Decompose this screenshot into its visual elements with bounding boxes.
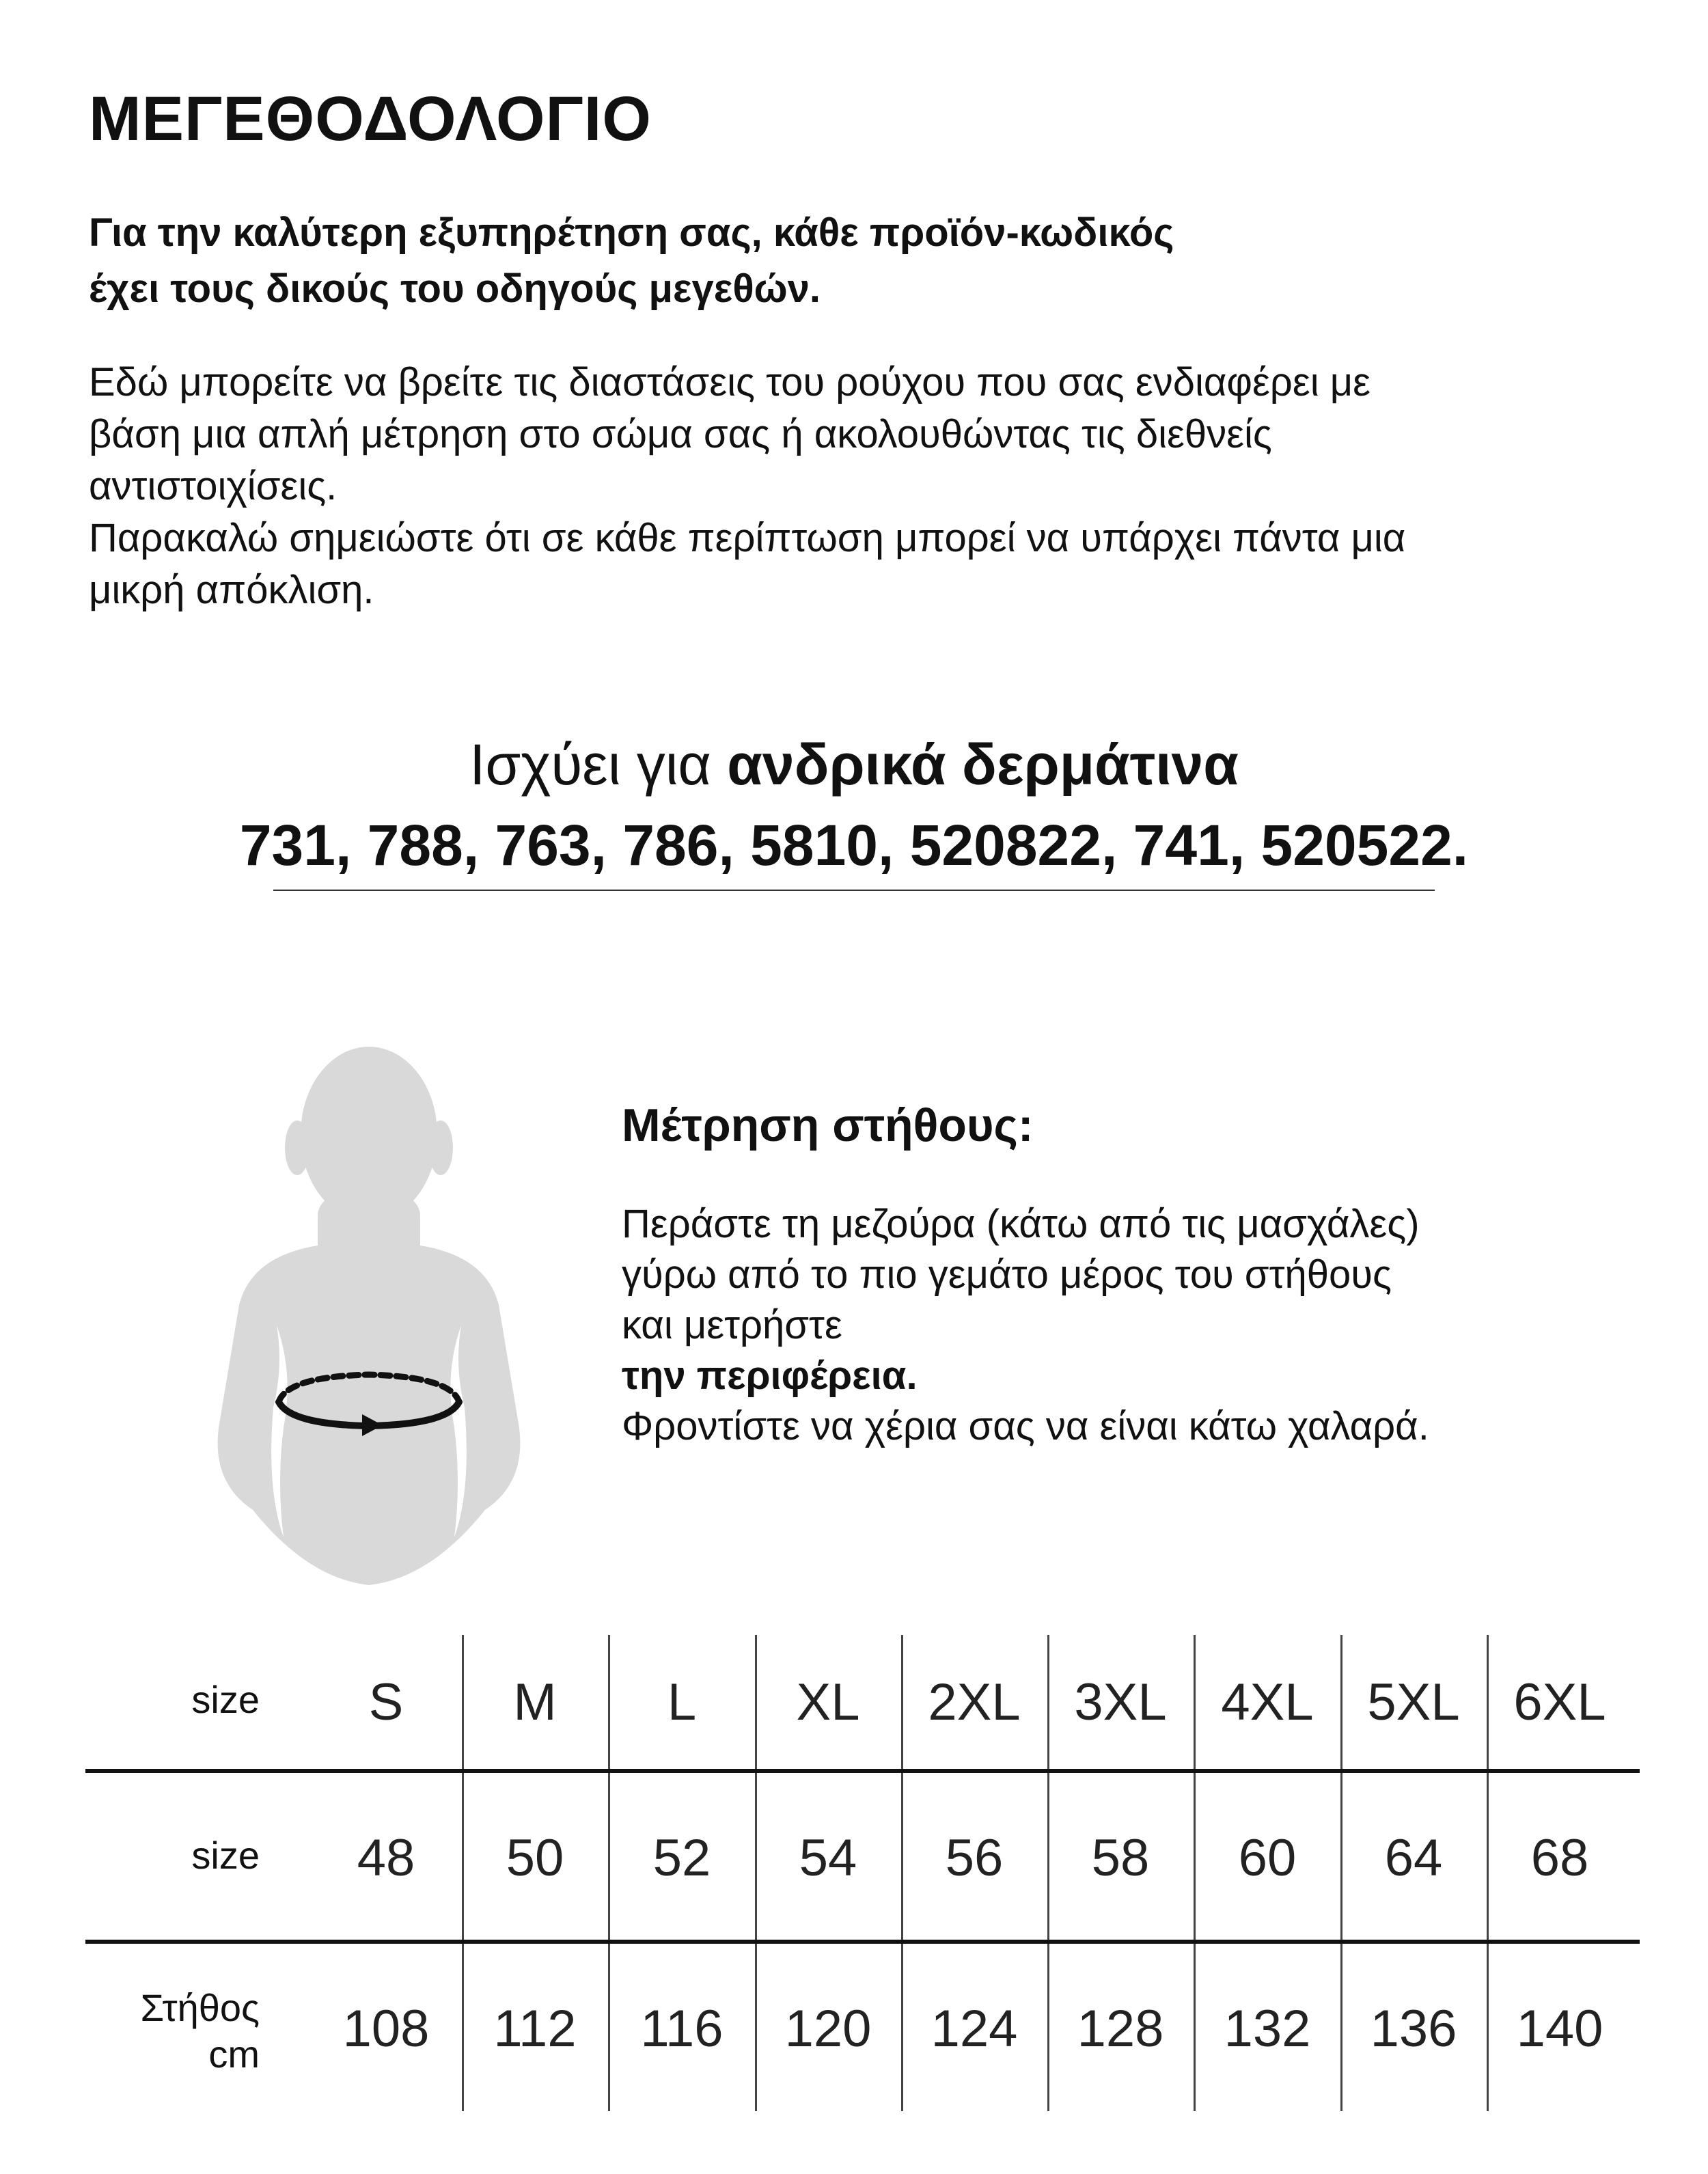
numeric-size-cell: 52 [652,1829,711,1887]
letter-size-cell: L [667,1673,697,1731]
torso-chest-measurement-icon [198,1045,540,1592]
numeric-size-cell: 68 [1530,1829,1589,1887]
intro-line: Εδώ μπορείτε να βρείτε τις διαστάσεις του ρούχου που σας ενδιαφέρει με [89,360,1371,404]
section-divider [273,890,1435,891]
chest-cm-cell: 128 [1077,2000,1164,2058]
lead-paragraph [89,205,1592,317]
instruction-prefix: και μετρήστε [622,1303,842,1347]
numeric-size-cell: 64 [1384,1829,1443,1887]
chest-cm-cell: 132 [1224,2000,1311,2058]
instruction-line [622,1300,1612,1401]
row-label-chest [55,1985,260,2078]
applies-bold: ανδρικά δερμάτινα [727,732,1239,797]
intro-line: βάση μια απλή μέτρηση στο σώμα σας ή ακολουθώντας τις διεθνείς [89,412,1272,456]
chest-cm-cell: 108 [342,2000,430,2058]
instruction-line: γύρω από το πιο γεμάτο μέρος του στήθους [622,1252,1392,1297]
row-label-chest-line2: cm [208,2033,260,2076]
row-divider [85,1940,1640,1944]
chest-cm-cell: 120 [784,2000,872,2058]
product-codes: 731, 788, 763, 786, 5810, 520822, 741, 520522. [239,813,1469,877]
chest-measurement-instructions [622,1199,1612,1452]
chest-cm-cell: 140 [1516,2000,1603,2058]
intro-line: αντιστοιχίσεις. [89,464,338,508]
numeric-size-cell: 60 [1238,1829,1297,1887]
instruction-line: Φροντίστε να χέρια σας να είναι κάτω χαλαρά. [622,1404,1429,1448]
numeric-size-cell: 56 [945,1829,1004,1887]
letter-size-cell: 4XL [1221,1673,1314,1731]
chest-cm-cell: 116 [640,2000,724,2058]
chest-cm-cell: 112 [493,2000,577,2058]
numeric-size-cell: 50 [506,1829,564,1887]
intro-paragraph [89,357,1619,616]
row-divider [85,1769,1640,1773]
numeric-size-cell: 58 [1091,1829,1150,1887]
letter-size-cell: XL [796,1673,860,1731]
lead-line: Για την καλύτερη εξυπηρέτηση σας, κάθε προϊόν-κωδικός [89,210,1174,255]
intro-line: Παρακαλώ σημειώστε ότι σε κάθε περίπτωση μπορεί να υπάρχει πάντα μια [89,516,1406,560]
applies-line [0,724,1708,805]
numeric-size-cell: 54 [799,1829,857,1887]
instruction-line: Περάστε τη μεζούρα (κάτω από τις μασχάλες) [622,1202,1420,1246]
applies-prefix: Ισχύει για [469,732,728,797]
torso-silhouette [218,1047,521,1585]
letter-size-cell: S [368,1673,404,1731]
letter-size-cell: 2XL [928,1673,1021,1731]
letter-size-cell: 3XL [1074,1673,1167,1731]
letter-size-cell: 5XL [1367,1673,1460,1731]
lead-line: έχει τους δικούς του οδηγούς μεγεθών. [89,266,821,311]
applies-to-heading [0,724,1708,885]
row-label-size-number: size [191,1834,260,1877]
letter-size-cell: 6XL [1513,1673,1606,1731]
row-label-chest-line1: Στήθος [140,1986,260,2029]
intro-line: μικρή απόκλιση. [89,568,374,612]
chest-measurement-heading: Μέτρηση στήθους: [622,1099,1034,1151]
instruction-bold: την περιφέρεια. [622,1353,918,1398]
row-label-size: size [191,1678,260,1721]
chest-cm-cell: 124 [931,2000,1018,2058]
numeric-size-cell: 48 [357,1829,415,1887]
letter-size-cell: M [513,1673,557,1731]
page-title: ΜΕΓΕΘΟΔΟΛΟΓΙΟ [89,84,652,154]
chest-cm-cell: 136 [1370,2000,1457,2058]
